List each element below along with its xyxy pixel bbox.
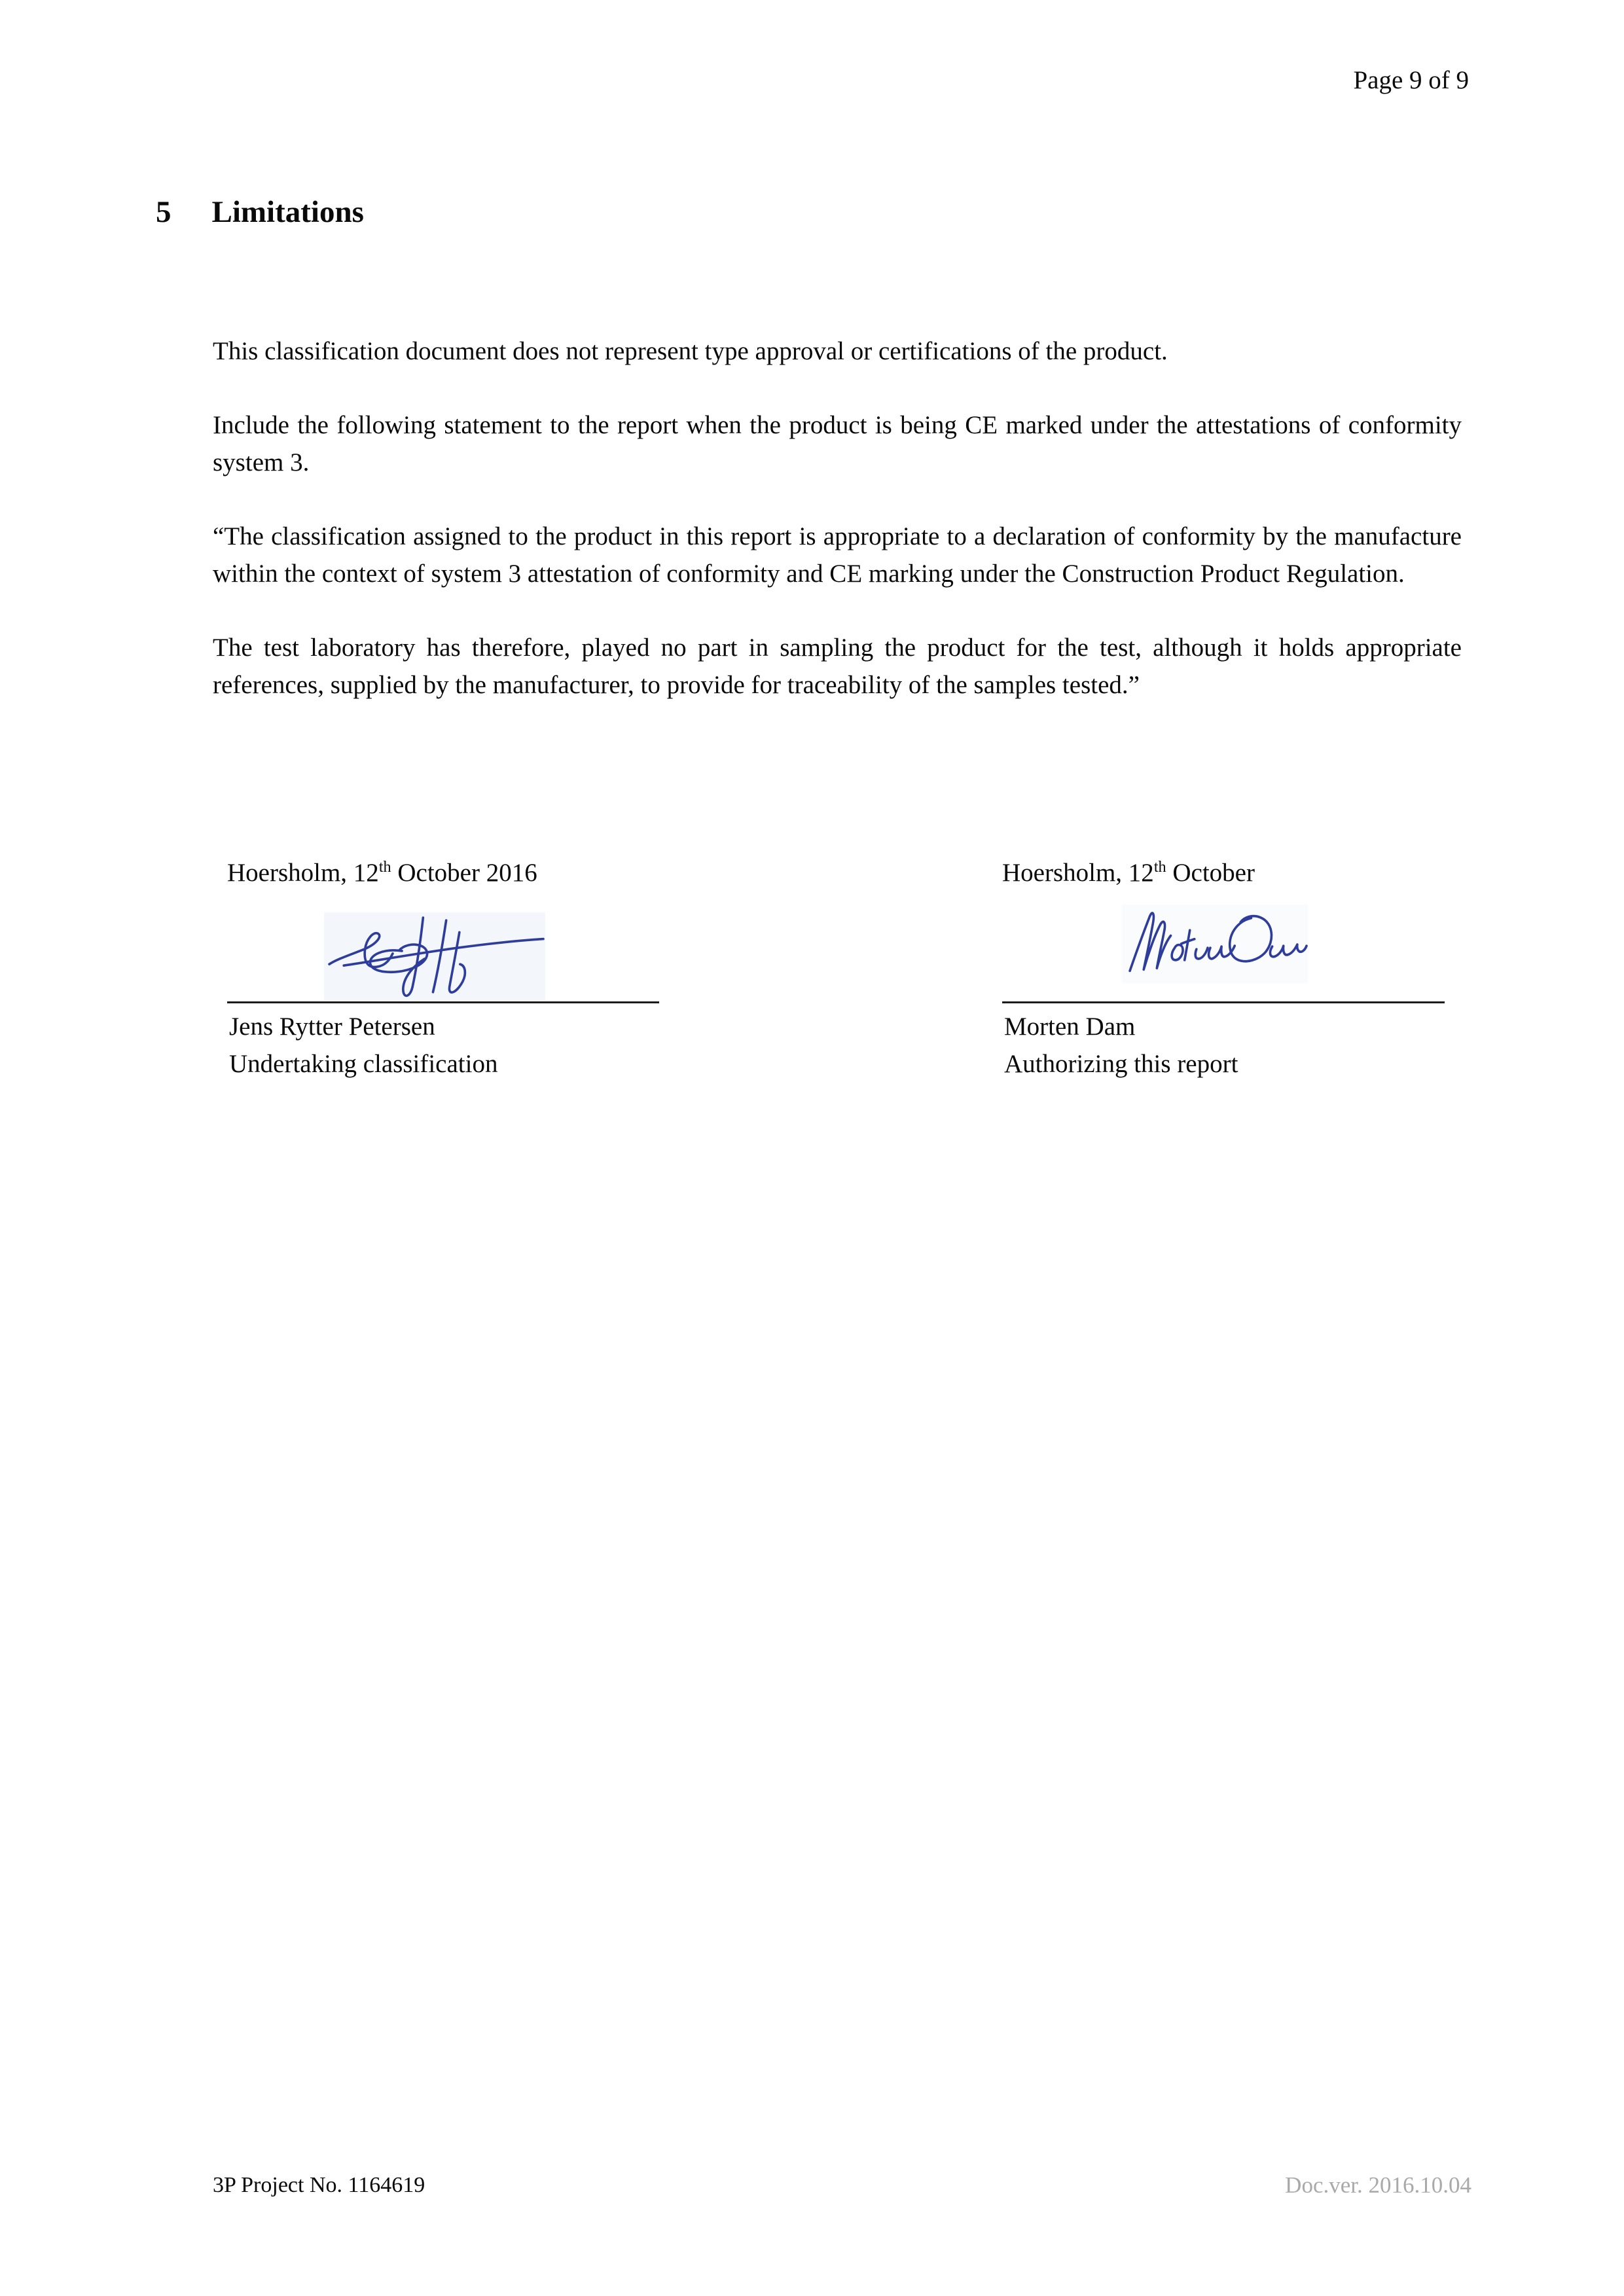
section-number: 5 <box>156 195 171 229</box>
signatory-role-left: Undertaking classification <box>229 1050 498 1078</box>
section-title: Limitations <box>211 195 364 229</box>
date-city-left: Hoersholm, 12 <box>227 859 379 887</box>
date-ordinal-left: th <box>378 858 391 876</box>
date-rest-left: October 2016 <box>391 859 537 887</box>
signature-block-left <box>227 857 659 1100</box>
signatory-name-left: Jens Rytter Petersen <box>229 1013 435 1041</box>
paragraph-quote-part1: “The classification assigned to the product in this report is appropriate to a declaration of conformity by the manufacture within the context of system 3 attestation of conformity and CE marking under the Construction Product Regulation. <box>213 522 1462 588</box>
body-content <box>213 332 1462 740</box>
section-heading <box>156 194 364 230</box>
signature-block-right <box>1002 857 1445 1100</box>
date-city-right: Hoersholm, 12 <box>1002 859 1154 887</box>
paragraph-disclaimer: This classification document does not represent type approval or certifications of the product. <box>213 337 1168 365</box>
signature-date-right <box>1002 857 1255 889</box>
jens-petersen-signature <box>324 912 545 1000</box>
signature-line-left <box>227 1001 659 1003</box>
footer-project-number: 3P Project No. 1164619 <box>213 2173 425 2197</box>
signature-date-left <box>227 857 537 889</box>
paragraph-ce-statement-intro: Include the following statement to the report when the product is being CE marked under the attestations of conformity system 3. <box>213 411 1462 476</box>
signature-line-right <box>1002 1001 1445 1003</box>
date-ordinal-right: th <box>1153 858 1166 876</box>
signatory-role-right: Authorizing this report <box>1004 1050 1238 1078</box>
footer-doc-version: Doc.ver. 2016.10.04 <box>1285 2172 1471 2198</box>
signatory-name-right: Morten Dam <box>1004 1013 1136 1041</box>
paragraph-quote-part2: The test laboratory has therefore, played no part in sampling the product for the test, although it holds appropriate references, supplied by the manufacturer, to provide for traceability of the samples tested.” <box>213 634 1462 699</box>
date-rest-right: October <box>1166 859 1255 887</box>
page-number: Page 9 of 9 <box>1353 66 1469 94</box>
morten-dam-signature <box>1122 905 1308 983</box>
